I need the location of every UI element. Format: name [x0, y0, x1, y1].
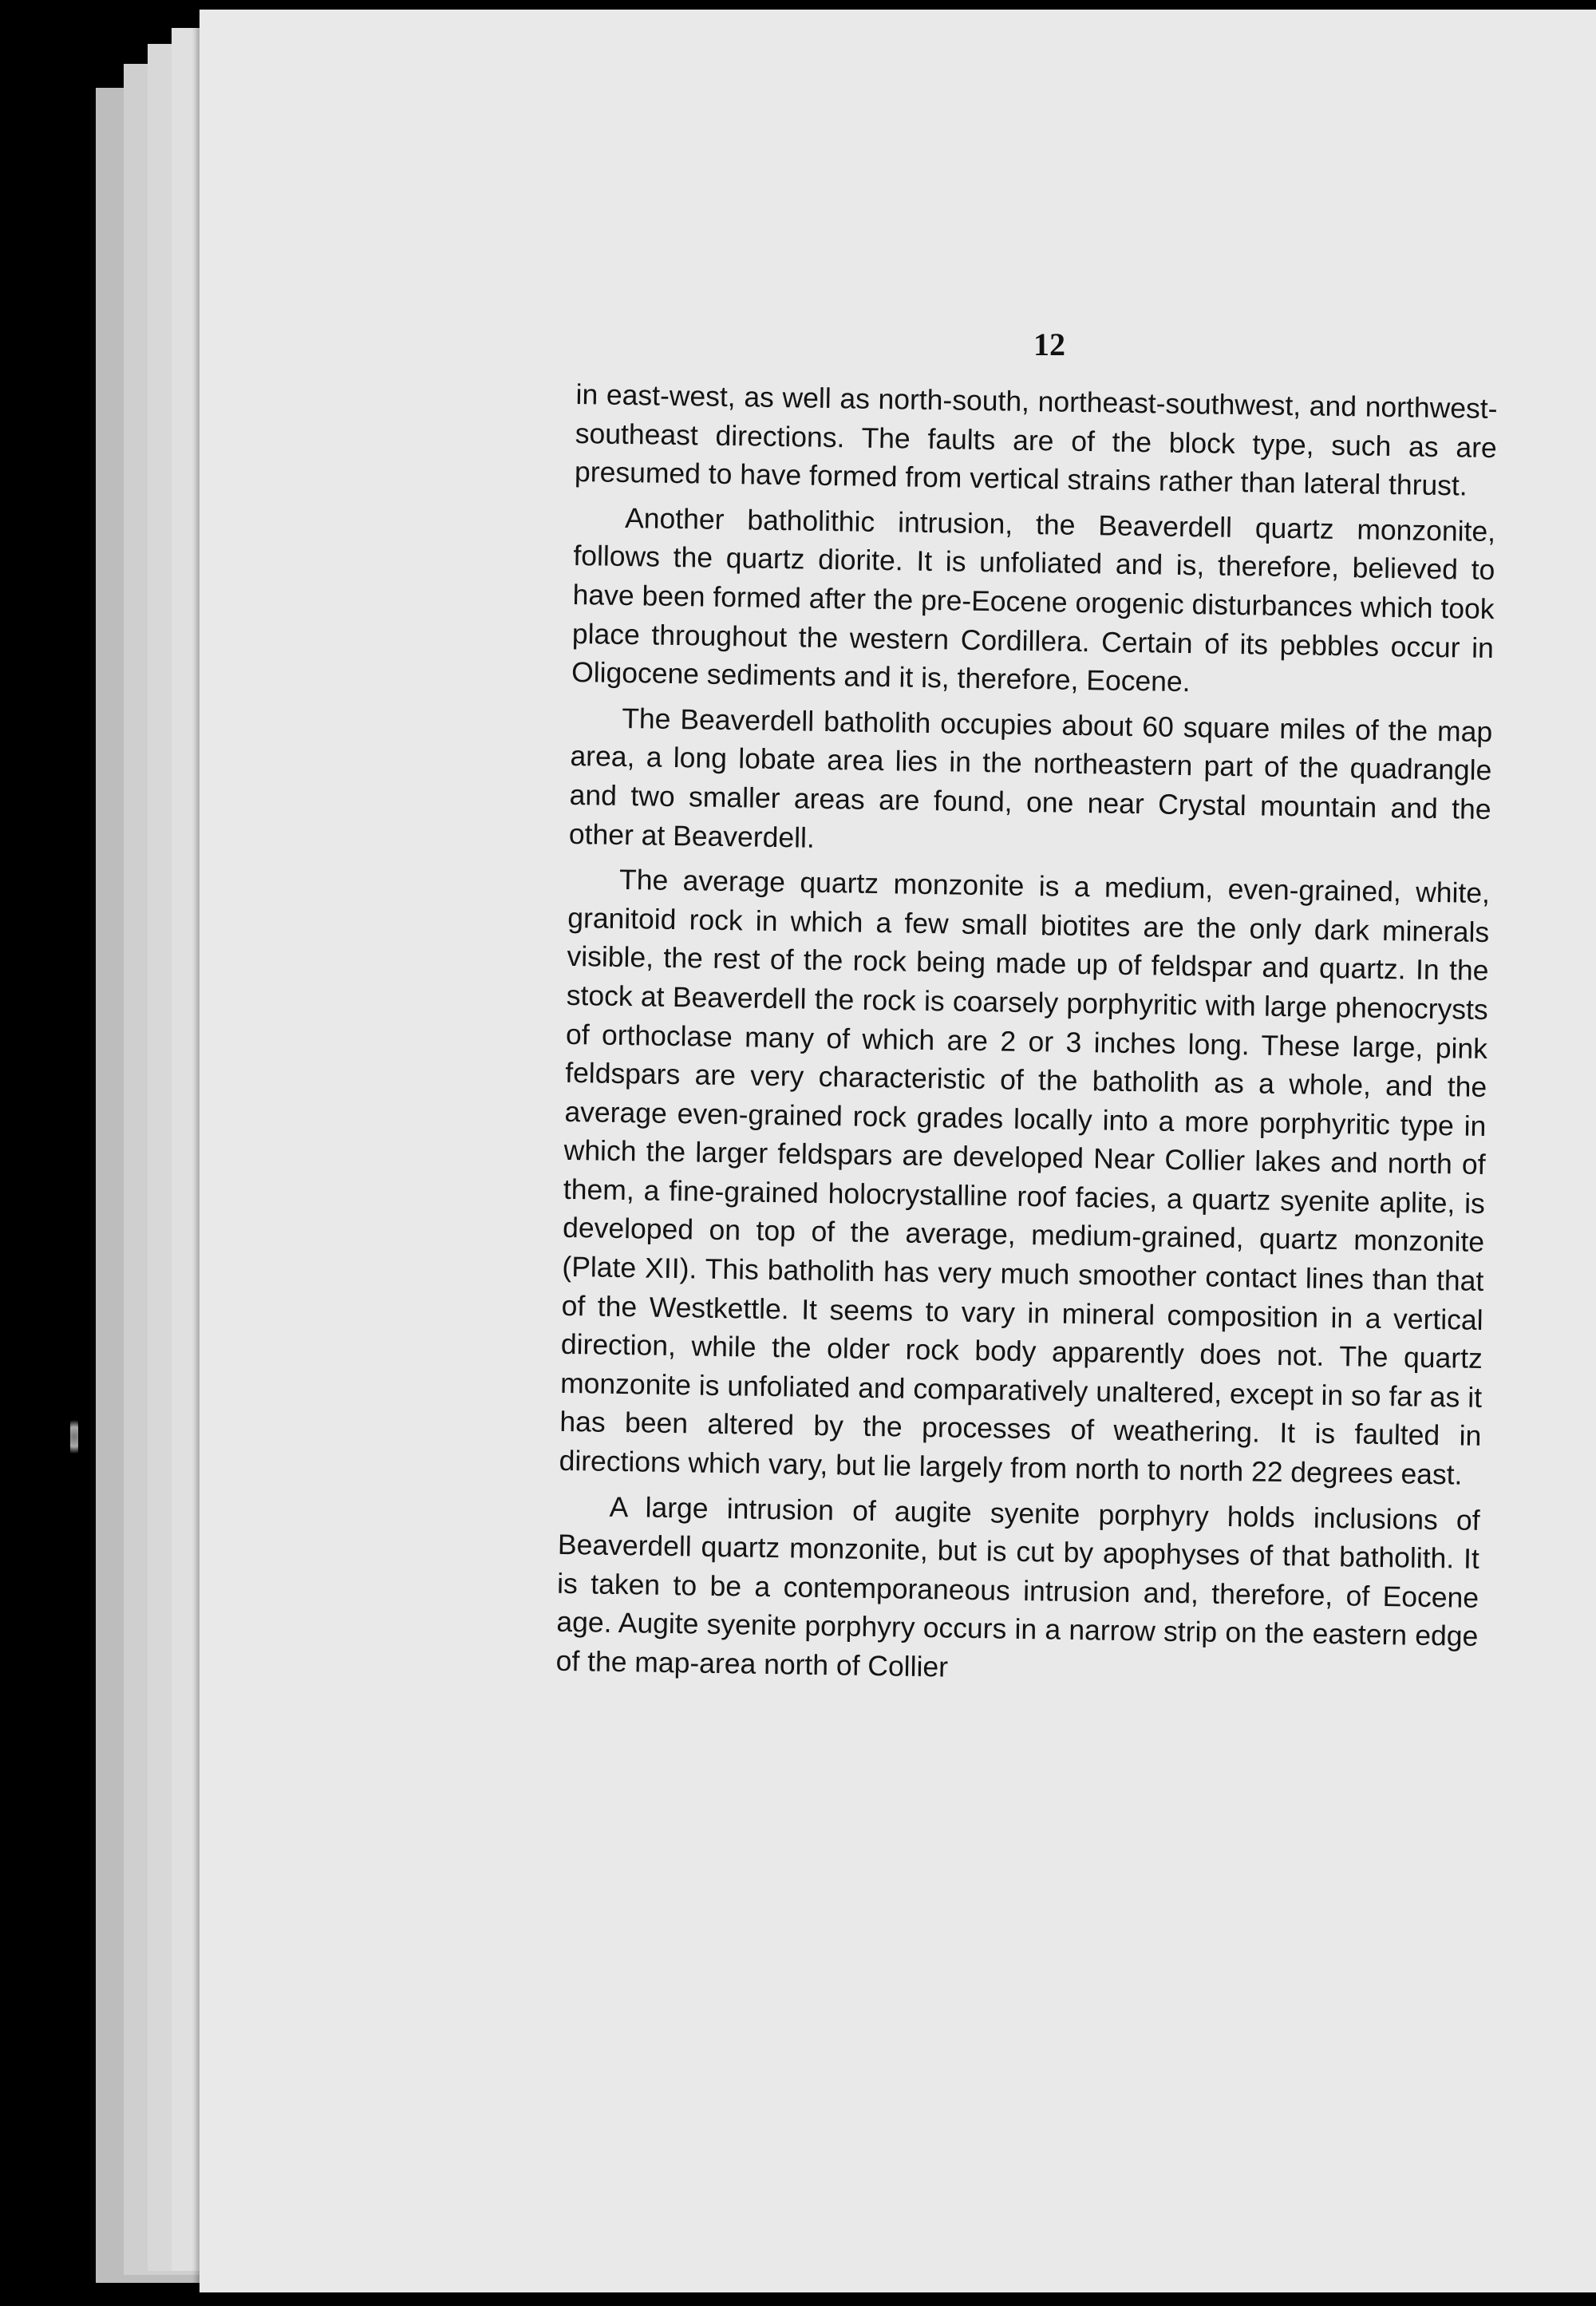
paragraph-5: A large intrusion of augite syenite porphyry holds inclusions of Beaverdell quartz monzonite, but is cut by apophyses of that batholith. It is taken to be a contemporaneous intrusion and, therefore, of Eocene age. Augite syenite porphyry occurs in a narrow strip on the eastern edge of the map-area north of Collier: [555, 1490, 1480, 1683]
scan-artifact: [70, 1413, 78, 1461]
page-number: 12: [1033, 326, 1065, 362]
paragraph-4: The average quartz monzonite is a medium, even-grained, white, granitoid rock in which a few small biotites are the only dark minerals visible, the rest of the rock being made up of feldspar and quartz. In the stock at Beaverdell the rock is coarsely porphyritic with large phenocrysts of orthoclase many of which are 2 or 3 inches long. These large, pink feldspars are very characteristic of the batholith as a whole, and the average even-grained rock grades locally into a more porphyritic type in which the larger feldspars are developed Near Collier lakes and north of them, a fine-grained holocrystalline roof facies, a quartz syenite aplite, is developed on top of the average, medium-grained, quartz monzonite (Plate XII). This batholith has very much smoother contact lines than that of the Westkettle. It seems to vary in mineral composition in a vertical direction, while the older rock body apparently does not. The quartz monzonite is unfoliated and comparatively unaltered, except in so far as it has been altered by the processes of weathering. It is faulted in directions which vary, but lie largely from north to north 22 degrees east.: [559, 864, 1491, 1491]
body-text: [555, 375, 1498, 1702]
paragraph-1: in east-west, as well as north-south, northeast-southwest, and northwest-southeast directions. The faults are of the block type, such as are presumed to have formed from vertical strains rather than lateral thrust.: [574, 378, 1498, 502]
paragraph-2: Another batholithic intrusion, the Beaverdell quartz monzonite, follows the quartz diorite. It is unfoliated and is, therefore, believed to have been formed after the pre-Eocene orogenic disturbances which took place throughout the western Cordillera. Certain of its pebbles occur in Oligocene sediments and it is, therefore, Eocene.: [571, 501, 1496, 698]
paragraph-3: The Beaverdell batholith occupies about 60 square miles of the map area, a long lobate area lies in the northeastern part of the quadrangle and two smaller areas are found, one near Crystal mountain and the other at Beaverdell.: [568, 702, 1493, 854]
